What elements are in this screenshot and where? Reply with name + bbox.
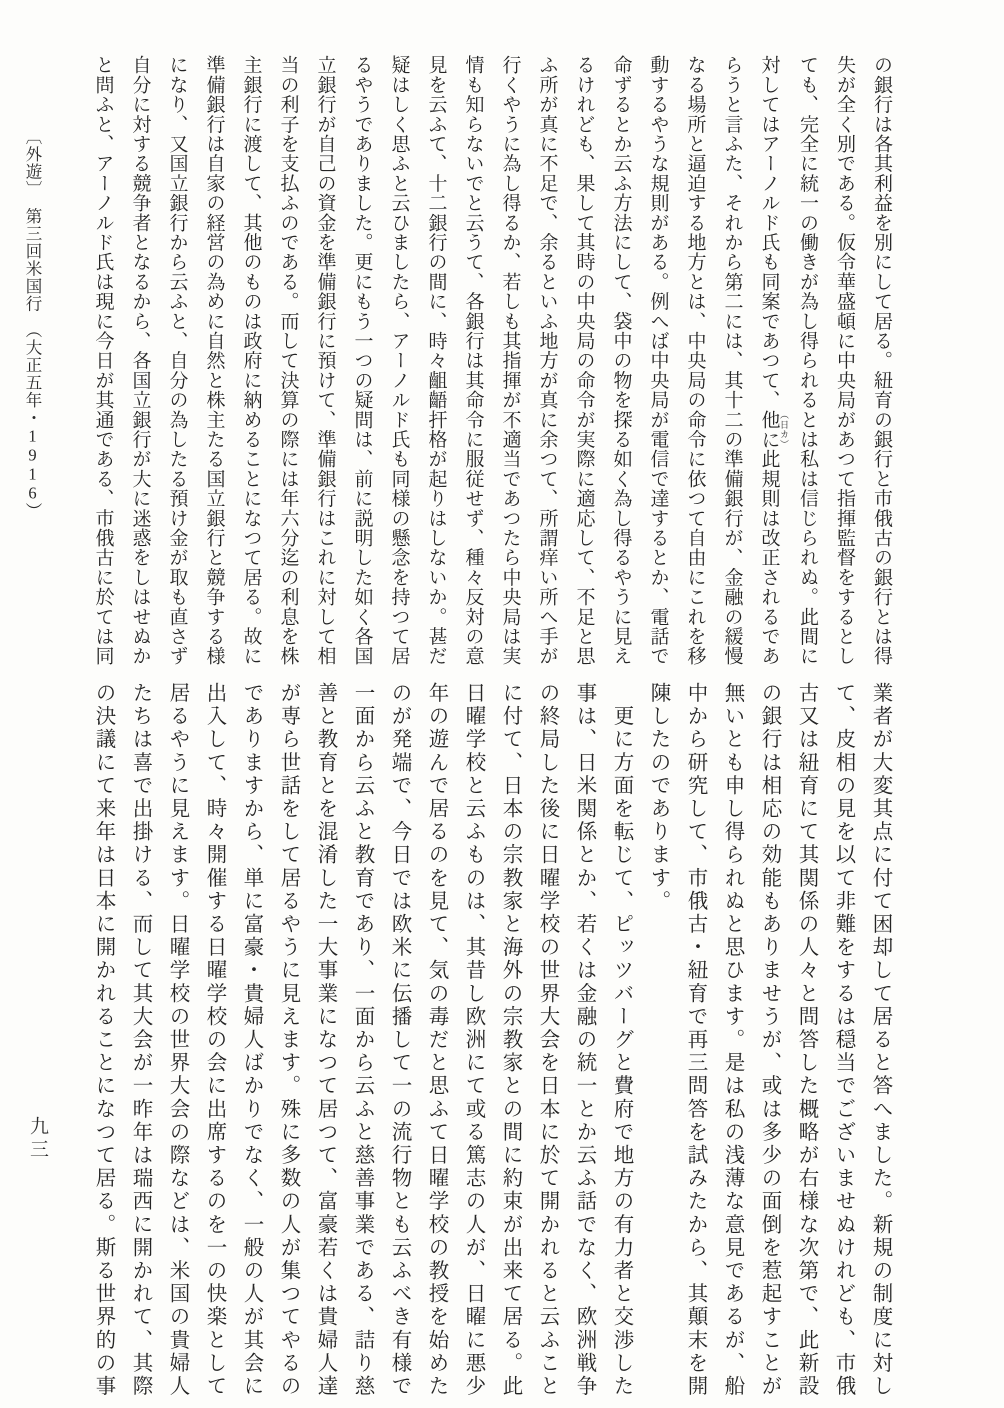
text-column: が専ら世話をして居るやうに見えます。殊に多数の人が集つてやるの <box>277 682 299 1399</box>
text-column: たちは喜で出掛ける、而して其大会が一昨年は瑞西に開かれて、其際 <box>129 682 151 1399</box>
text-column: の終局した後に日曜学校の世界大会を日本に於て開かれると云ふこと <box>536 682 558 1399</box>
text-column: 当の利子を支払ふのである。而して決算の際には年六分迄の利息を株 <box>277 55 299 666</box>
furigana-annotation <box>758 409 789 450</box>
text-column: るけれども、果して其時の中央局の命令が実際に適応して、不足と思 <box>573 55 595 666</box>
text-column: 無いとも申し得られぬと思ひます。是は私の浅薄な意見であるが、船 <box>721 682 743 1399</box>
text-column: 命ずるとか云ふ方法にして、袋中の物を探る如く為し得るやうに見え <box>610 55 632 666</box>
text-column: 行くやうに為し得るか、若しも其指揮が不適当であつたら中央局は実 <box>499 55 521 666</box>
text-column: 準備銀行は自家の経営の為めに自然と株主たる国立銀行と競争する様 <box>203 55 225 666</box>
annotation-gloss: （日カ） <box>779 409 789 450</box>
text-column: て、皮相の見を以て非難をするは穏当でございませぬけれども、市俄 <box>832 682 854 1399</box>
text-column: 業者が大変其点に付て困却して居ると答へました。新規の制度に対し <box>869 682 891 1399</box>
text-column: ふ所が真に不足で、余るといふ地方が真に余つて、所謂痒い所へ手が <box>536 55 558 666</box>
text-column: 自分に対する競争者となるから、各国立銀行が大に迷惑をしはせぬか <box>129 55 151 666</box>
text-column: 年の遊んで居るのを見て、気の毒だと思ふて日曜学校の教授を始めた <box>425 682 447 1399</box>
text-column: 一面から云ふと教育であり、一面から云ふと慈善事業である、詰り慈 <box>351 682 373 1399</box>
page-number: 九三 <box>27 1116 48 1162</box>
text-column: 出入して、時々開催する日曜学校の会に出席するのを一の快楽として <box>203 682 225 1399</box>
text-column: 失が全く別である。仮令華盛頓に中央局があつて指揮監督をするとし <box>834 55 855 666</box>
running-header-year: 1916 <box>23 426 42 503</box>
running-header-title: 〔外遊〕 第三回米国行 （大正五年・ <box>23 128 42 427</box>
text-column: 立銀行が自己の資金を準備銀行に預けて、準備銀行はこれに対して相 <box>314 55 336 666</box>
text-column: 疑はしく思ふと云ひましたら、アーノルド氏も同様の懸念を持つて居 <box>388 55 410 666</box>
text-column: 陳したのであります。 <box>647 682 669 913</box>
text-column: の銀行は各其利益を別にして居る。紐育の銀行と市俄古の銀行とは得 <box>871 55 892 666</box>
text-column: ても、完全に統一の働きが為し得られるとは私は信じられぬ。此間に <box>797 55 818 666</box>
text-column: 事は、日米関係とか、若くは金融の統一とか云ふ話でなく、欧洲戦争 <box>573 682 595 1399</box>
running-header-close: ） <box>23 502 42 520</box>
text-column: なる場所と逼迫する地方とは、中央局の命令に依つて自由にこれを移 <box>684 55 706 666</box>
annotation-base: 他に <box>758 409 780 450</box>
text-column: 情も知らないでと云うて、各銀行は其命令に服従せず、種々反対の意 <box>462 55 484 666</box>
main-text-block-bottom <box>84 682 898 1399</box>
text-column: になり、又国立銀行から云ふと、自分の為したる預け金が取も直さず <box>166 55 188 666</box>
text-column: るやうでありました。更にもう一つの疑問は、前に説明した如く各国 <box>351 55 373 666</box>
text-column: でありますから、単に富豪・貴婦人ばかりでなく、一般の人が其会に <box>240 682 262 1399</box>
text-segment: 此規則は改正されるであ <box>758 449 780 666</box>
text-column: 主銀行に渡して、其他のものは政府に納めることになつて居る。故に <box>240 55 262 666</box>
text-column: 善と教育とを混淆した一大事業になつて居つて、富豪若くは貴婦人達 <box>314 682 336 1399</box>
text-column: 日曜学校と云ふものは、其昔し欧洲にて或る篤志の人が、日曜に悪少 <box>462 682 484 1399</box>
text-column: のが発端で、今日では欧米に伝播して一の流行物とも云ふべき有様で <box>388 682 410 1399</box>
text-segment: 対してはアーノルド氏も同案であつて、 <box>758 55 780 410</box>
text-column: 更に方面を転じて、ピッツバーグと費府で地方の有力者と交渉した <box>610 682 632 1399</box>
text-column: と問ふと、アーノルド氏は現に今日が其通である、市俄古に於ては同 <box>92 55 114 666</box>
text-column: の決議にて来年は日本に開かれることになつて居る。斯る世界的の事 <box>92 682 114 1399</box>
text-column: の銀行は相応の効能もありませうが、或は多少の面倒を惹起すことが <box>758 682 780 1399</box>
text-column: 古又は紐育にて其関係の人々と問答した概略が右様な次第で、此新設 <box>795 682 817 1399</box>
text-column: に付て、日本の宗教家と海外の宗教家との間に約束が出来て居る。此 <box>499 682 521 1399</box>
main-text-block-top <box>85 55 901 673</box>
text-column <box>751 55 790 673</box>
text-column: 見を云ふて、十二銀行の間に、時々齟齬扞格が起りはしないか。甚だ <box>425 55 447 666</box>
text-column: 動するやうな規則がある。例へば中央局が電信で達するとか、電話で <box>647 55 669 666</box>
text-column: 中から研究して、市俄古・紐育で再三問答を試みたから、其顛末を開 <box>684 682 706 1399</box>
text-column: 居るやうに見えます。日曜学校の世界大会の際などは、米国の貴婦人 <box>166 682 188 1399</box>
text-column: らうと言ふた、それから第二には、其十二の準備銀行が、金融の緩慢 <box>721 55 743 666</box>
running-header <box>22 128 42 520</box>
